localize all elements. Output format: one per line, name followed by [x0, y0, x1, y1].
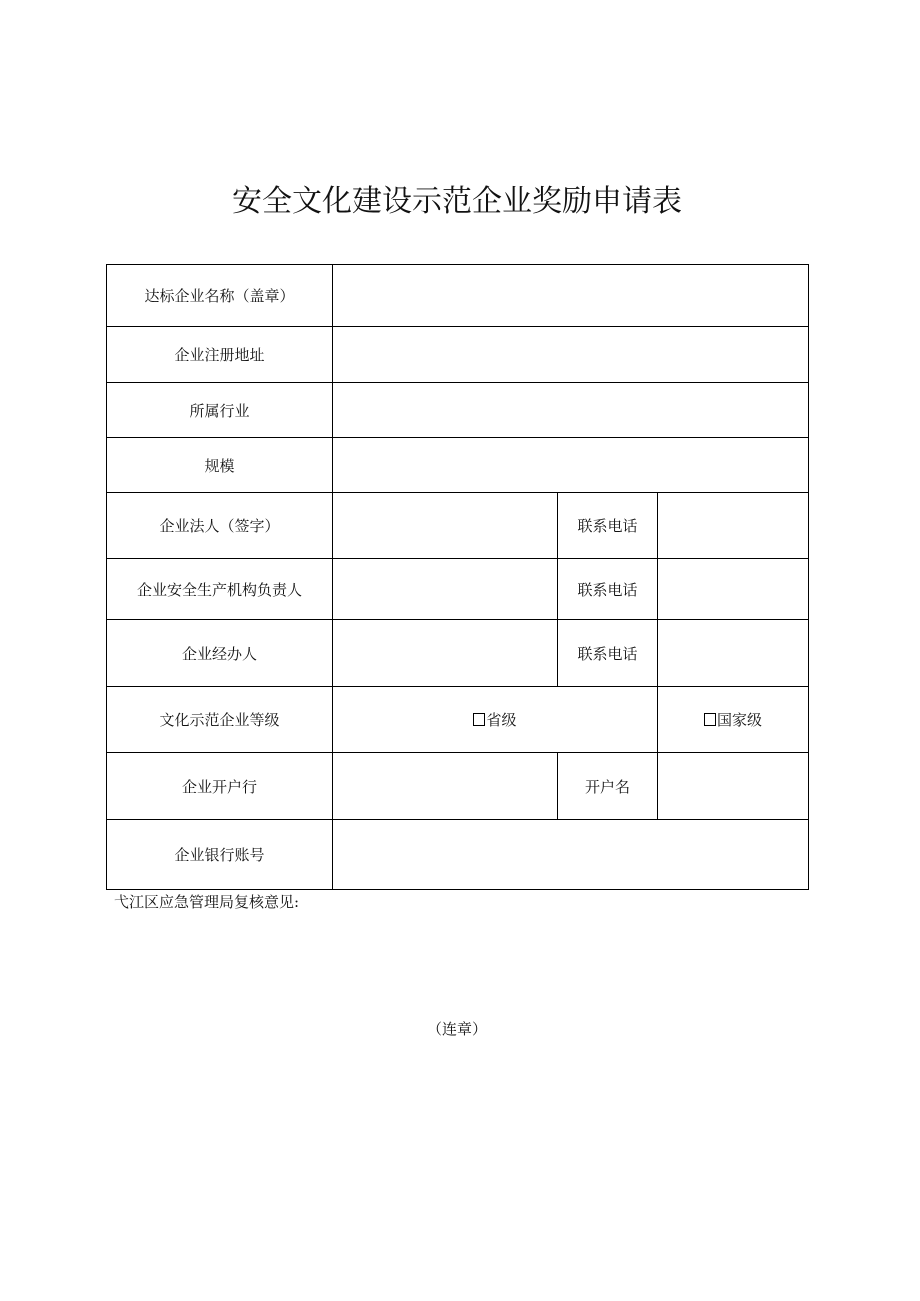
bank-account-field[interactable]	[333, 820, 809, 890]
scale-field[interactable]	[333, 438, 809, 493]
handler-label: 企业经办人	[107, 620, 333, 687]
form-row-bank	[107, 753, 809, 820]
industry-field[interactable]	[333, 383, 809, 438]
legal-person-field[interactable]	[333, 493, 558, 559]
account-name-label: 开户名	[558, 753, 658, 820]
bank-field[interactable]	[333, 753, 558, 820]
level-label: 文化示范企业等级	[107, 687, 333, 753]
handler-field[interactable]	[333, 620, 558, 687]
legal-person-phone-label: 联系电话	[558, 493, 658, 559]
page-title: 安全文化建设示范企业奖励申请表	[232, 184, 682, 219]
national-level-option[interactable]	[658, 687, 809, 753]
national-checkbox-icon[interactable]	[704, 713, 716, 726]
scale-label: 规模	[107, 438, 333, 493]
bank-account-label: 企业银行账号	[107, 820, 333, 890]
national-level-text: 国家级	[717, 711, 763, 729]
company-name-field[interactable]	[333, 265, 809, 327]
provincial-level-option[interactable]	[333, 687, 658, 753]
form-row-industry	[107, 383, 809, 438]
seal-label: （连章）	[426, 1020, 487, 1038]
review-opinion-label: 弋江区应急管理局复核意见:	[114, 893, 300, 911]
safety-head-phone-label: 联系电话	[558, 559, 658, 620]
form-row-bank-account	[107, 820, 809, 890]
company-name-label: 达标企业名称（盖章）	[107, 265, 333, 327]
registered-address-field[interactable]	[333, 327, 809, 383]
legal-person-label: 企业法人（签字）	[107, 493, 333, 559]
form-row-scale	[107, 438, 809, 493]
registered-address-label: 企业注册地址	[107, 327, 333, 383]
bank-label: 企业开户行	[107, 753, 333, 820]
handler-phone-label: 联系电话	[558, 620, 658, 687]
form-row-company-name	[107, 265, 809, 327]
account-name-field[interactable]	[658, 753, 809, 820]
form-row-legal-person	[107, 493, 809, 559]
form-row-safety-head	[107, 559, 809, 620]
form-row-level	[107, 687, 809, 753]
industry-label: 所属行业	[107, 383, 333, 438]
provincial-checkbox-icon[interactable]	[473, 713, 485, 726]
safety-head-phone-field[interactable]	[658, 559, 809, 620]
form-row-handler	[107, 620, 809, 687]
application-form-table	[106, 264, 809, 890]
handler-phone-field[interactable]	[658, 620, 809, 687]
provincial-level-text: 省级	[486, 711, 517, 729]
form-row-registered-address	[107, 327, 809, 383]
safety-head-field[interactable]	[333, 559, 558, 620]
legal-person-phone-field[interactable]	[658, 493, 809, 559]
safety-head-label: 企业安全生产机构负责人	[107, 559, 333, 620]
